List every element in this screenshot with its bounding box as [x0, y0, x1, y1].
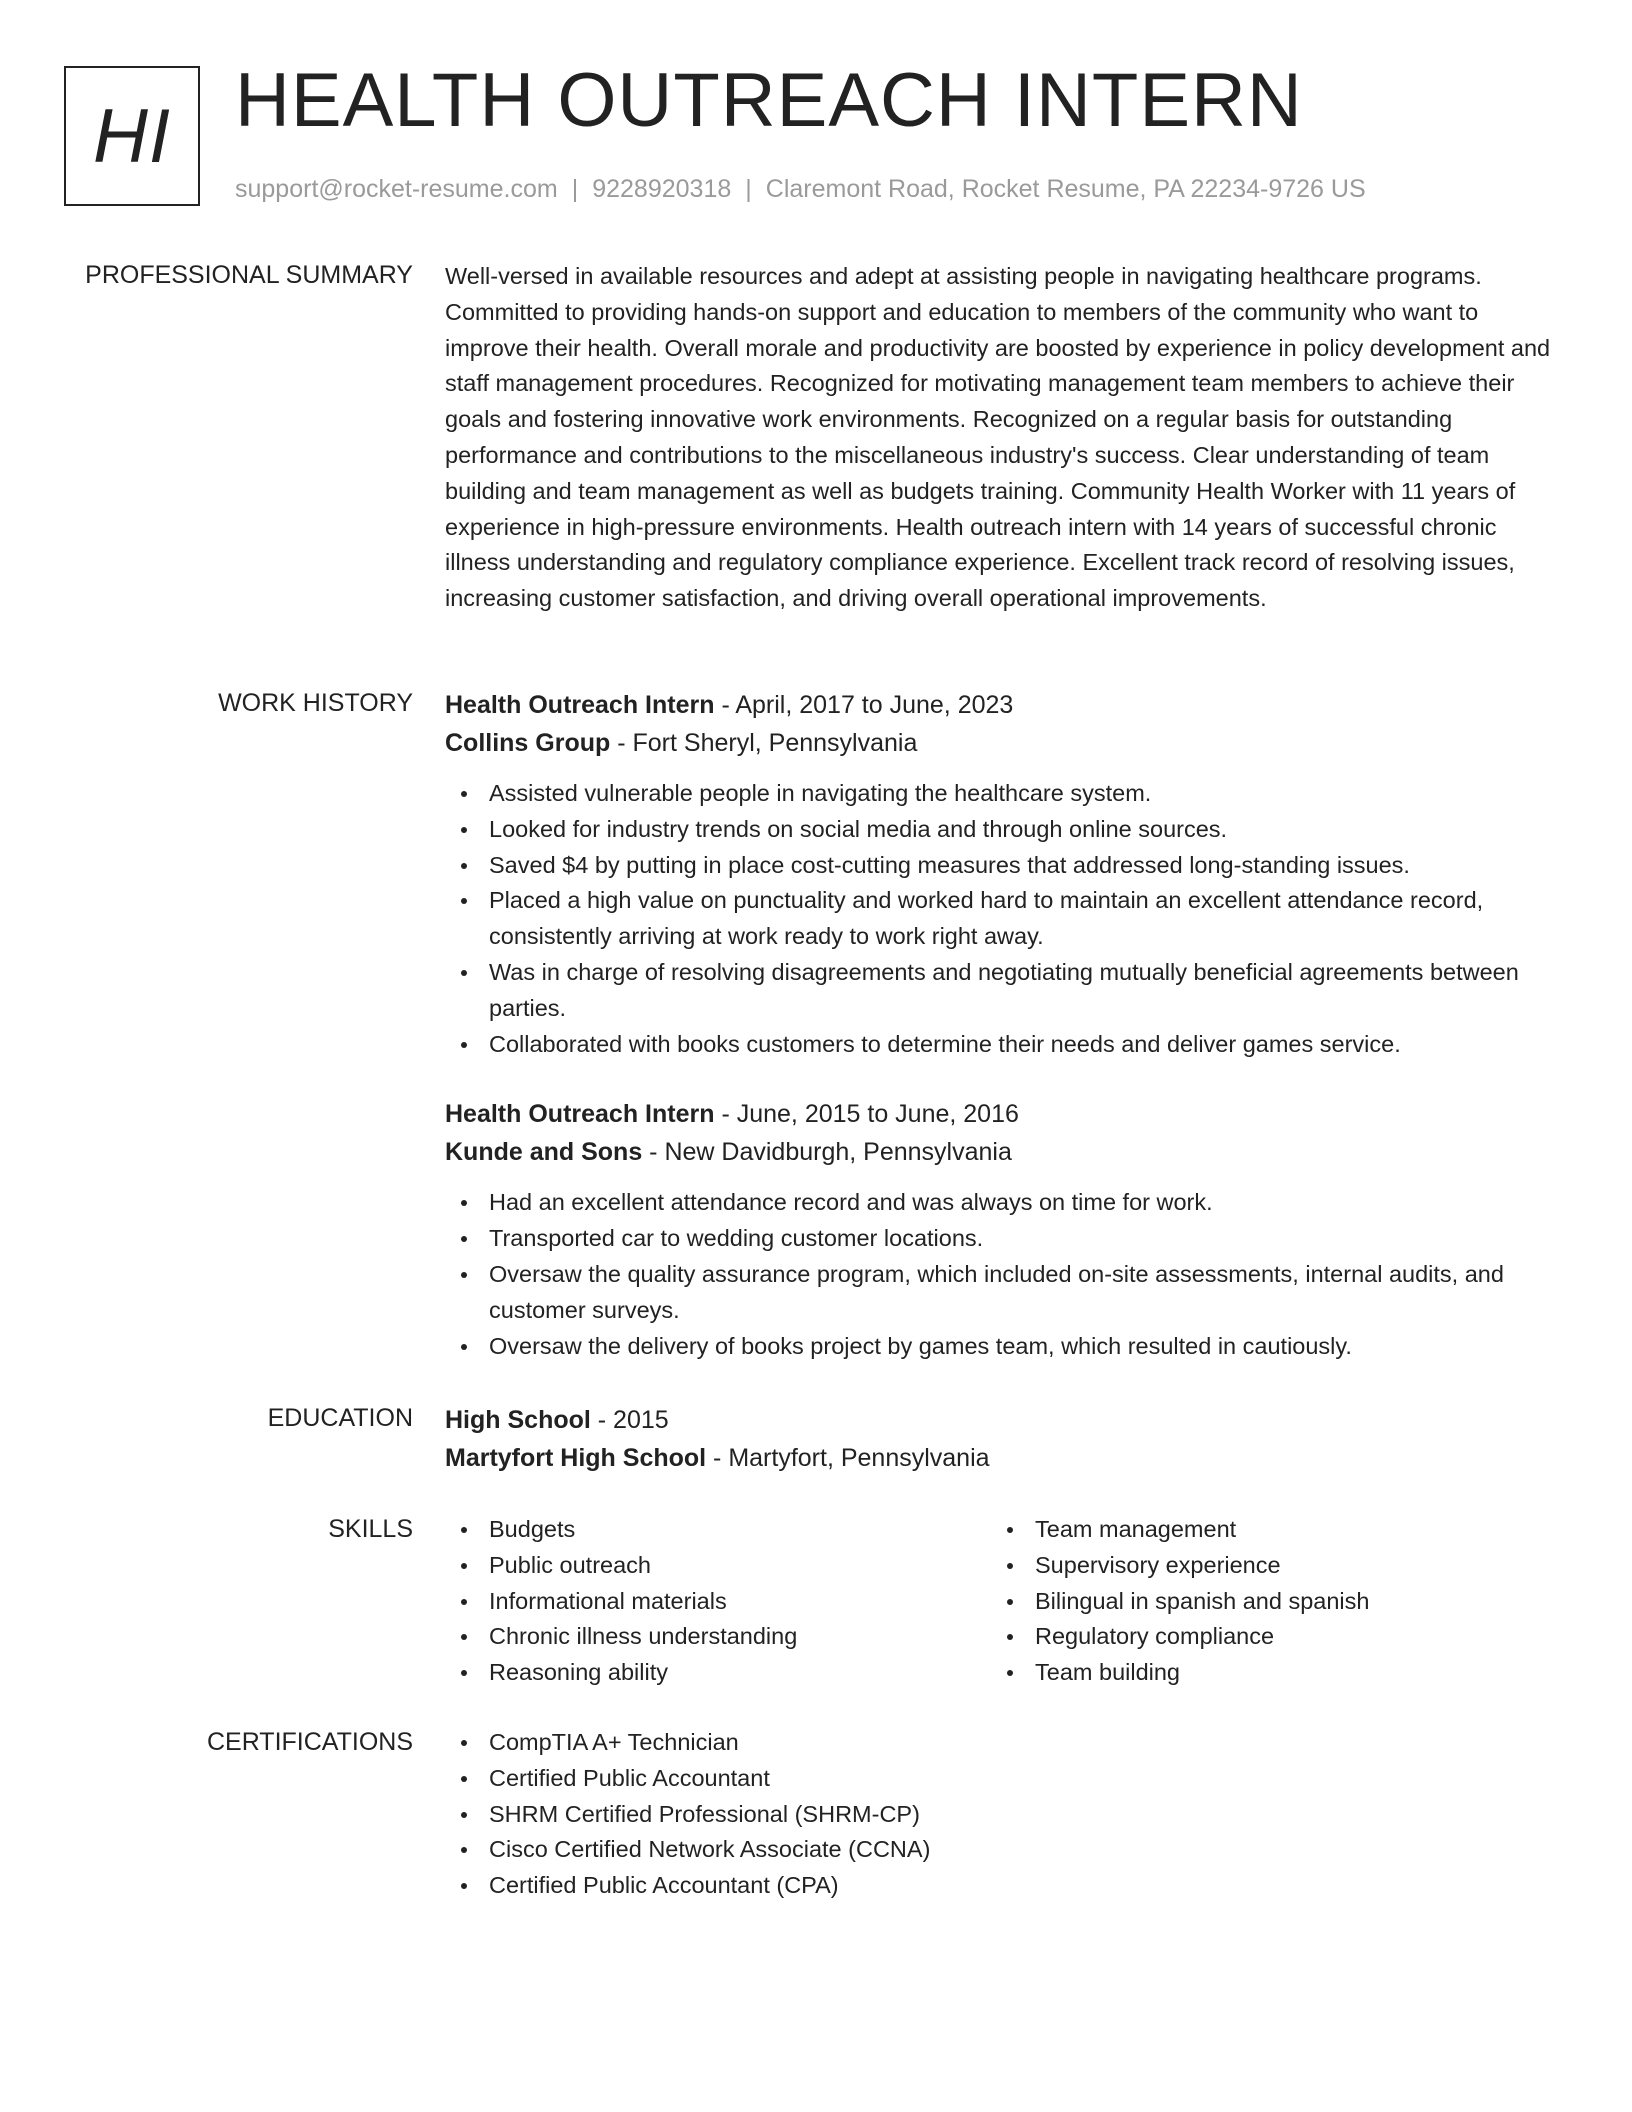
job-company: Kunde and Sons	[445, 1138, 643, 1167]
contact-email: support@rocket-resume.com	[235, 175, 558, 203]
contact-separator: |	[571, 175, 579, 203]
skills-body	[445, 1512, 1557, 1691]
contact-separator: |	[745, 175, 752, 203]
job-company: Collins Group	[445, 729, 611, 757]
job-title: Health Outreach Intern	[445, 1100, 715, 1129]
list-item: Reasoning ability	[489, 1655, 991, 1691]
job-entry	[445, 1095, 1557, 1364]
education-body	[445, 1401, 1557, 1477]
list-item: Placed a high value on punctuality and worked hard to maintain an excellent attendance record, consistently arriving at work ready to work right away.	[489, 883, 1557, 955]
section-label-education: EDUCATION	[267, 1404, 413, 1432]
list-item: Certified Public Accountant (CPA)	[489, 1868, 1557, 1904]
job-company-line	[445, 1133, 1557, 1171]
contact-line	[235, 172, 1366, 206]
list-item: Was in charge of resolving disagreements and negotiating mutually beneficial agreements between parties.	[489, 955, 1557, 1027]
list-item: Transported car to wedding customer locations.	[489, 1221, 1557, 1257]
job-dates: - April, 2017 to June, 2023	[714, 691, 1014, 719]
section-label-work-history: WORK HISTORY	[218, 689, 413, 717]
list-item: Cisco Certified Network Associate (CCNA)	[489, 1832, 1557, 1868]
list-item: Certified Public Accountant	[489, 1761, 1557, 1797]
contact-address: Claremont Road, Rocket Resume, PA 22234-9726 US	[765, 175, 1366, 203]
job-title: Health Outreach Intern	[445, 691, 715, 719]
list-item: Team management	[1035, 1512, 1555, 1548]
job-location: - New Davidburgh, Pennsylvania	[642, 1138, 1012, 1167]
education-degree-line	[445, 1401, 1557, 1439]
job-company-line	[445, 724, 1557, 762]
list-item: Oversaw the delivery of books project by games team, which resulted in cautiously.	[489, 1329, 1557, 1365]
list-item: Assisted vulnerable people in navigating the healthcare system.	[489, 776, 1557, 812]
list-item: SHRM Certified Professional (SHRM-CP)	[489, 1797, 1557, 1833]
section-label-certifications: CERTIFICATIONS	[206, 1728, 413, 1756]
skills-list-left	[445, 1512, 991, 1691]
summary-body	[445, 259, 1557, 617]
list-item: Collaborated with books customers to determine their needs and deliver games service.	[489, 1027, 1557, 1063]
education-school-line	[445, 1439, 1557, 1477]
job-title-line	[445, 1095, 1557, 1133]
skills-columns	[445, 1512, 1557, 1691]
section-label-summary: PROFESSIONAL SUMMARY	[85, 261, 413, 289]
list-item: Supervisory experience	[1035, 1548, 1555, 1584]
education-degree: High School	[445, 1406, 591, 1434]
list-item: Chronic illness understanding	[489, 1619, 991, 1655]
list-item: Team building	[1035, 1655, 1555, 1691]
summary-text: Well-versed in available resources and adept at assisting people in navigating healthcare programs. Committed to providing hands-on support and education to members of the community who want to improve their health. Overall morale and productivity are boosted by experience in policy development and staff management procedures. Recognized for motivating management team members to achieve their goals and fostering innovative work environments. Recognized on a regular basis for outstanding performance and contributions to the miscellaneous industry's success. Clear understanding of team building and team management as well as budgets training. Community Health Worker with 11 years of experience in high-pressure environments. Health outreach intern with 14 years of successful chronic illness understanding and regulatory compliance experience. Excellent track record of resolving issues, increasing customer satisfaction, and driving overall operational improvements.	[445, 263, 1551, 612]
certifications-list	[445, 1725, 1557, 1904]
list-item: Bilingual in spanish and spanish	[1035, 1584, 1555, 1620]
job-bullets	[445, 1185, 1557, 1364]
education-location: - Martyfort, Pennsylvania	[706, 1444, 990, 1472]
list-item: Saved $4 by putting in place cost-cutting measures that addressed long-standing issues.	[489, 848, 1557, 884]
job-title-line	[445, 686, 1557, 724]
list-item: Informational materials	[489, 1584, 991, 1620]
education-year: - 2015	[590, 1406, 669, 1434]
work-history-body	[445, 686, 1557, 1364]
skills-list-right	[991, 1512, 1555, 1691]
contact-phone: 9228920318	[592, 175, 732, 203]
section-label-skills: SKILLS	[328, 1515, 413, 1543]
list-item: Regulatory compliance	[1035, 1619, 1555, 1655]
job-bullets	[445, 776, 1557, 1062]
list-item: Budgets	[489, 1512, 991, 1548]
job-entry	[445, 686, 1557, 1062]
job-dates: - June, 2015 to June, 2016	[714, 1100, 1019, 1129]
job-location: - Fort Sheryl, Pennsylvania	[610, 729, 918, 757]
list-item: Looked for industry trends on social media and through online sources.	[489, 812, 1557, 848]
certifications-body	[445, 1725, 1557, 1904]
list-item: CompTIA A+ Technician	[489, 1725, 1557, 1761]
page-title: HEALTH OUTREACH INTERN	[235, 58, 1303, 143]
monogram-logo: HI	[64, 66, 200, 206]
education-school: Martyfort High School	[445, 1444, 707, 1472]
list-item: Public outreach	[489, 1548, 991, 1584]
list-item: Oversaw the quality assurance program, which included on-site assessments, internal audits, and customer surveys.	[489, 1257, 1557, 1329]
list-item: Had an excellent attendance record and was always on time for work.	[489, 1185, 1557, 1221]
